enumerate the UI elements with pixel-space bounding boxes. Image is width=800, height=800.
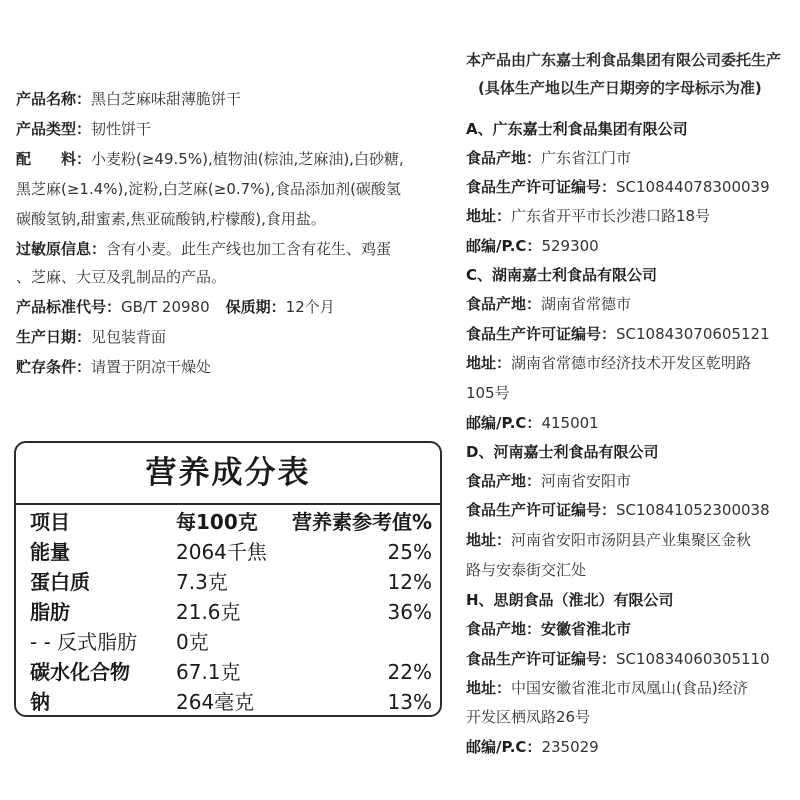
allergen-row — [16, 239, 391, 259]
address-label: 地址： — [466, 354, 512, 372]
storage-row — [16, 357, 211, 377]
standard-row — [16, 297, 335, 317]
nutrition-row — [16, 627, 440, 657]
license-label: 食品生产许可证编号： — [466, 650, 617, 668]
nutrient-amount: 264毫克 — [176, 690, 255, 714]
product-type-value: 韧性饼干 — [91, 120, 152, 138]
production-date-value: 见包装背面 — [91, 328, 167, 346]
allergen-line: 、芝麻、大豆及乳制品的产品。 — [16, 268, 227, 286]
factory-title: H、思朗食品（淮北）有限公司 — [466, 591, 674, 609]
origin-label: 食品产地： — [466, 149, 542, 167]
nutrition-row — [16, 567, 440, 597]
nutrition-row — [16, 657, 440, 687]
address-value: 中国安徽省淮北市凤凰山(食品)经济 — [511, 679, 748, 697]
license-label: 食品生产许可证编号： — [466, 178, 617, 196]
ingredients-line: 碳酸氢钠,甜蜜素,焦亚硫酸钠,柠檬酸),食用盐。 — [16, 210, 326, 228]
origin-label: 食品产地： — [466, 620, 542, 638]
factory-title: D、河南嘉士利食品有限公司 — [466, 443, 659, 461]
factory-origin-row — [466, 148, 631, 168]
postcode-value: 415001 — [541, 414, 599, 432]
nutrition-header-row — [16, 507, 440, 537]
production-date-row — [16, 327, 166, 347]
address-continuation: 路与安泰街交汇处 — [466, 561, 587, 579]
standard-value: GB/T 20980 — [121, 298, 210, 316]
factory-license-row — [466, 177, 770, 197]
manufacturer-header: 本产品由广东嘉士利食品集团有限公司委托生产 — [466, 51, 782, 69]
product-name-value: 黑白芝麻味甜薄脆饼干 — [91, 90, 242, 108]
nutrient-amount: 0克 — [176, 630, 209, 654]
address-continuation: 105号 — [466, 384, 510, 402]
nutrient-amount: 67.1克 — [176, 660, 241, 684]
nutrient-amount: 7.3克 — [176, 570, 228, 594]
standard-label: 产品标准代号： — [16, 298, 122, 316]
nutrient-amount: 21.6克 — [176, 600, 241, 624]
nutrient-name: 钠 — [30, 690, 50, 714]
nutrient-nrv: 12% — [387, 570, 432, 594]
address-label: 地址： — [466, 207, 512, 225]
allergen-line: 含有小麦。此生产线也加工含有花生、鸡蛋 — [106, 240, 392, 258]
product-name-label: 产品名称： — [16, 90, 92, 108]
license-label: 食品生产许可证编号： — [466, 325, 617, 343]
shelf-life-label: 保质期： — [225, 298, 286, 316]
license-value: SC10844078300039 — [616, 178, 770, 196]
nutrient-nrv: 13% — [387, 690, 432, 714]
origin-value: 安徽省淮北市 — [541, 620, 632, 638]
nutrient-nrv: 25% — [387, 540, 432, 564]
postcode-label: 邮编/P.C： — [466, 414, 542, 432]
factory-address-row — [466, 206, 710, 226]
factory-postcode-row — [466, 236, 599, 256]
nutrient-name: 碳水化合物 — [30, 660, 130, 684]
shelf-life-value: 12个月 — [285, 298, 335, 316]
nutrition-divider — [16, 503, 440, 505]
factory-postcode-row — [466, 413, 599, 433]
postcode-label: 邮编/P.C： — [466, 237, 542, 255]
address-value: 河南省安阳市汤阴县产业集聚区金秋 — [511, 531, 752, 549]
nutrition-row — [16, 537, 440, 567]
factory-postcode-row — [466, 737, 599, 757]
origin-value: 河南省安阳市 — [541, 472, 632, 490]
address-value: 广东省开平市长沙港口路18号 — [511, 207, 711, 225]
nutrient-name: - - 反式脂肪 — [30, 630, 138, 654]
storage-value: 请置于阴凉干燥处 — [91, 358, 212, 376]
address-label: 地址： — [466, 531, 512, 549]
ingredients-row — [16, 149, 404, 169]
address-continuation: 开发区栖凤路26号 — [466, 708, 591, 726]
storage-label: 贮存条件： — [16, 358, 92, 376]
license-value: SC10834060305110 — [616, 650, 770, 668]
factory-license-row — [466, 500, 770, 520]
factory-title: C、湖南嘉士利食品有限公司 — [466, 266, 658, 284]
origin-label: 食品产地： — [466, 295, 542, 313]
factory-title: A、广东嘉士利食品集团有限公司 — [466, 120, 688, 138]
factory-origin-row — [466, 619, 631, 639]
license-label: 食品生产许可证编号： — [466, 501, 617, 519]
factory-address-row — [466, 678, 748, 698]
nutrition-title: 营养成分表 — [145, 455, 311, 491]
origin-label: 食品产地： — [466, 472, 542, 490]
header-per-100g: 每100克 — [176, 510, 258, 534]
nutrient-name: 能量 — [30, 540, 70, 564]
postcode-label: 邮编/P.C： — [466, 738, 542, 756]
factory-license-row — [466, 324, 770, 344]
ingredients-line: 小麦粉(≥49.5%),植物油(棕油,芝麻油),白砂糖, — [91, 150, 404, 168]
nutrient-name: 脂肪 — [30, 600, 70, 624]
production-date-label: 生产日期： — [16, 328, 92, 346]
product-type-row — [16, 119, 151, 139]
header-nrv: 营养素参考值% — [291, 510, 432, 534]
product-name-row — [16, 89, 241, 109]
factory-address-row — [466, 353, 751, 373]
allergen-label: 过敏原信息： — [16, 240, 107, 258]
product-type-label: 产品类型： — [16, 120, 92, 138]
ingredients-label: 配 料： — [16, 150, 92, 168]
postcode-value: 235029 — [541, 738, 599, 756]
license-value: SC10843070605121 — [616, 325, 770, 343]
postcode-value: 529300 — [541, 237, 599, 255]
address-value: 湖南省常德市经济技术开发区乾明路 — [511, 354, 752, 372]
nutrient-name: 蛋白质 — [30, 570, 90, 594]
factory-address-row — [466, 530, 751, 550]
nutrient-nrv: 36% — [387, 600, 432, 624]
nutrition-row — [16, 687, 440, 717]
factory-license-row — [466, 649, 770, 669]
factory-origin-row — [466, 294, 631, 314]
nutrient-nrv: 22% — [387, 660, 432, 684]
manufacturer-subheader: (具体生产地以生产日期旁的字母标示为准) — [478, 79, 762, 97]
header-item: 项目 — [30, 510, 70, 534]
origin-value: 广东省江门市 — [541, 149, 632, 167]
license-value: SC10841052300038 — [616, 501, 770, 519]
factory-origin-row — [466, 471, 631, 491]
nutrition-row — [16, 597, 440, 627]
ingredients-line: 黑芝麻(≥1.4%),淀粉,白芝麻(≥0.7%),食品添加剂(碳酸氢 — [16, 180, 401, 198]
nutrient-amount: 2064千焦 — [176, 540, 267, 564]
nutrition-table — [14, 441, 442, 717]
address-label: 地址： — [466, 679, 512, 697]
origin-value: 湖南省常德市 — [541, 295, 632, 313]
